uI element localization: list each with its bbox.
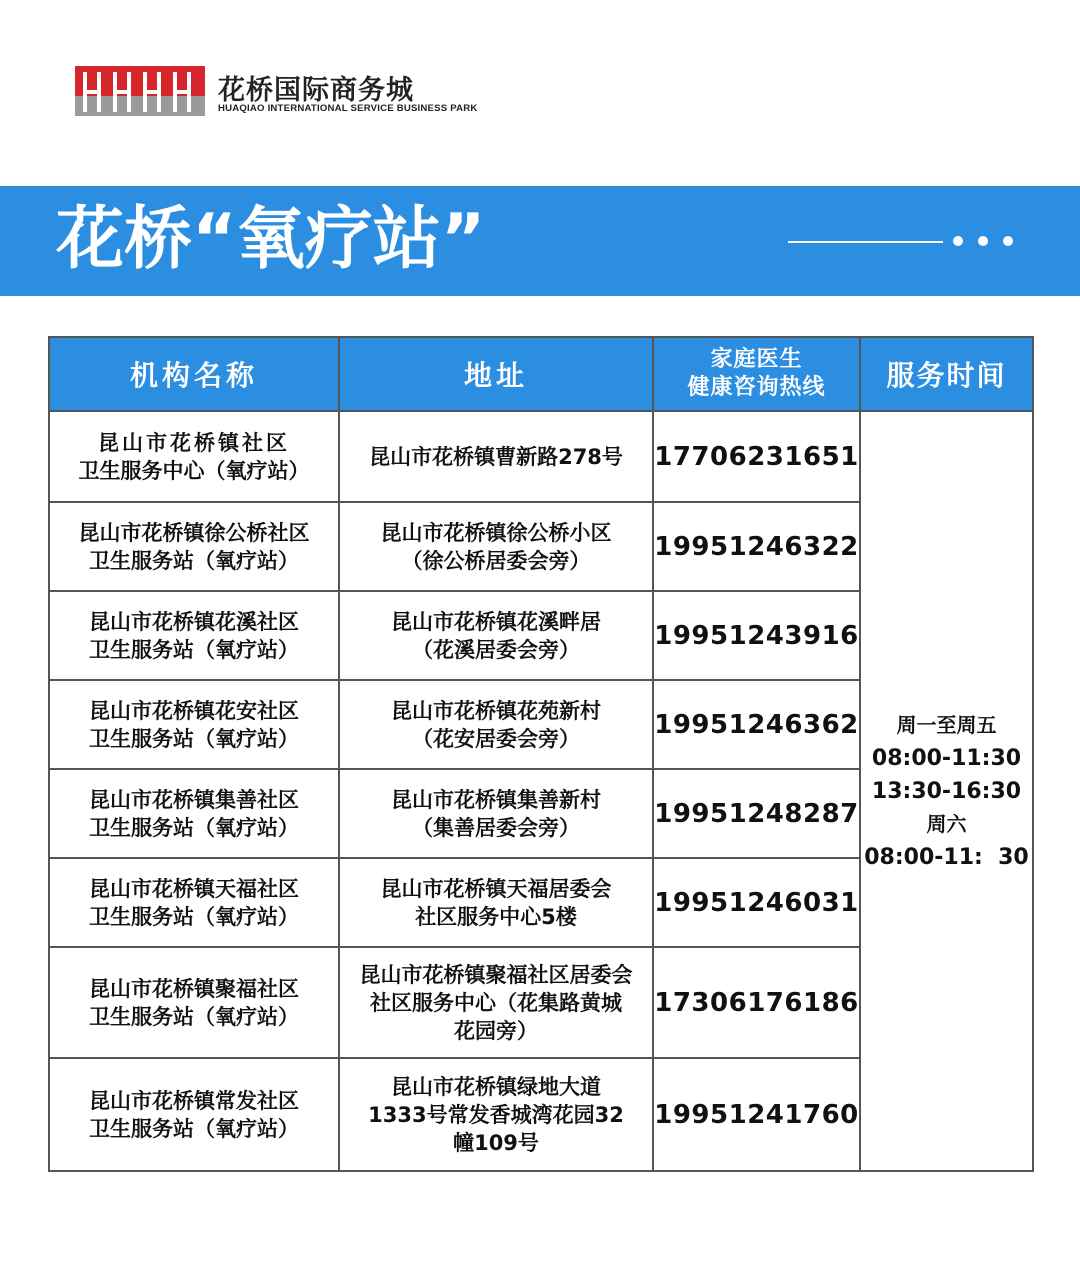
table-row-address [340,412,652,501]
table-row-phone: 19951248287 [654,798,859,829]
row-name-line2: 卫生服务站（氧疗站） [89,815,299,840]
table-row-name [50,1059,338,1170]
row-name-line2: 卫生服务站（氧疗站） [89,548,299,573]
row-name-line1: 昆山市花桥镇徐公桥社区 [78,520,310,545]
row-address-line2: 社区服务中心（花集路黄城 [370,990,622,1015]
hours-saturday-label: 周六 [926,811,967,836]
hours-weekday-morning: 08:00-11:30 [871,745,1022,771]
table-row-address [340,503,652,590]
header-address: 地址 [340,338,652,410]
table-row-name [50,681,338,768]
brand-mark-icon [75,66,205,116]
header-hotline-line2: 健康咨询热线 [687,375,826,400]
table-row-address [340,1059,652,1170]
row-address-line1: 昆山市花桥镇天福居委会 [380,876,612,901]
row-address-line2: 社区服务中心5楼 [415,904,577,929]
row-name-line1: 昆山市花桥镇集善社区 [89,787,299,812]
header-hours: 服务时间 [861,338,1032,410]
table-row-phone: 19951246031 [654,887,859,918]
row-address-line1: 昆山市花桥镇花溪畔居 [391,609,601,634]
row-name-line2: 卫生服务中心（氧疗站） [78,458,310,483]
oxygen-station-table [48,336,1034,1172]
row-name-line1: 昆山市花桥镇社区 [98,430,290,455]
header-hotline [654,338,859,410]
banner-decor-line [788,241,943,243]
table-row-phone: 19951246322 [654,531,859,562]
row-name-line1: 昆山市花桥镇花溪社区 [89,609,299,634]
table-row-address [340,859,652,946]
header-hotline-line1: 家庭医生 [710,347,803,372]
row-name-line1: 昆山市花桥镇常发社区 [89,1088,299,1113]
row-address-line2: （花溪居委会旁） [412,637,580,662]
hours-weekday-afternoon: 13:30-16:30 [871,778,1022,804]
table-row-phone: 17706231651 [654,441,859,472]
table-row-phone: 17306176186 [654,987,859,1018]
row-address-line2: （徐公桥居委会旁） [401,548,591,573]
row-name-line2: 卫生服务站（氧疗站） [89,1004,299,1029]
more-dots-icon [953,236,1023,248]
table-row-address [340,948,652,1057]
table-row-address [340,681,652,768]
row-name-line2: 卫生服务站（氧疗站） [89,904,299,929]
table-row-phone: 19951241760 [654,1099,859,1130]
row-address-line2: （花安居委会旁） [412,726,580,751]
row-address-line1: 昆山市花桥镇集善新村 [391,787,601,812]
title-banner [0,186,1080,296]
table-row-phone: 19951243916 [654,620,859,651]
table-row-address [340,770,652,857]
row-address-line2: （集善居委会旁） [412,815,580,840]
hours-weekday-label: 周一至周五 [896,712,997,737]
header-name: 机构名称 [50,338,338,410]
row-address-line1: 昆山市花桥镇花苑新村 [391,698,601,723]
row-address-line3: 花园旁） [454,1018,538,1043]
row-name-line2: 卫生服务站（氧疗站） [89,1116,299,1141]
row-address-line1: 昆山市花桥镇徐公桥小区 [380,520,612,545]
service-hours [861,412,1032,1170]
table-row-name [50,770,338,857]
table-row-phone: 19951246362 [654,709,859,740]
table-row-name [50,948,338,1057]
row-name-line2: 卫生服务站（氧疗站） [89,637,299,662]
table-row-name [50,859,338,946]
brand-name-en: HUAQIAO INTERNATIONAL SERVICE BUSINESS PARK [218,103,478,114]
row-address-line1: 昆山市花桥镇聚福社区居委会 [359,962,633,987]
page-title: 花桥“氧疗站” [56,200,486,279]
table-row-address [340,592,652,679]
table-row-name [50,412,338,501]
row-address-line2: 1333号常发香城湾花园32 [368,1102,624,1127]
hours-saturday-morning: 08:00-11: 30 [864,844,1029,870]
brand-logo [75,66,478,118]
row-address-line1: 昆山市花桥镇曹新路278号 [369,444,623,469]
row-address-line1: 昆山市花桥镇绿地大道 [391,1074,601,1099]
row-name-line1: 昆山市花桥镇天福社区 [89,876,299,901]
row-address-line3: 幢109号 [453,1130,539,1155]
row-name-line1: 昆山市花桥镇聚福社区 [89,976,299,1001]
table-row-name [50,592,338,679]
row-name-line2: 卫生服务站（氧疗站） [89,726,299,751]
brand-name: 花桥国际商务城 [218,75,414,106]
table-row-name [50,503,338,590]
row-name-line1: 昆山市花桥镇花安社区 [89,698,299,723]
